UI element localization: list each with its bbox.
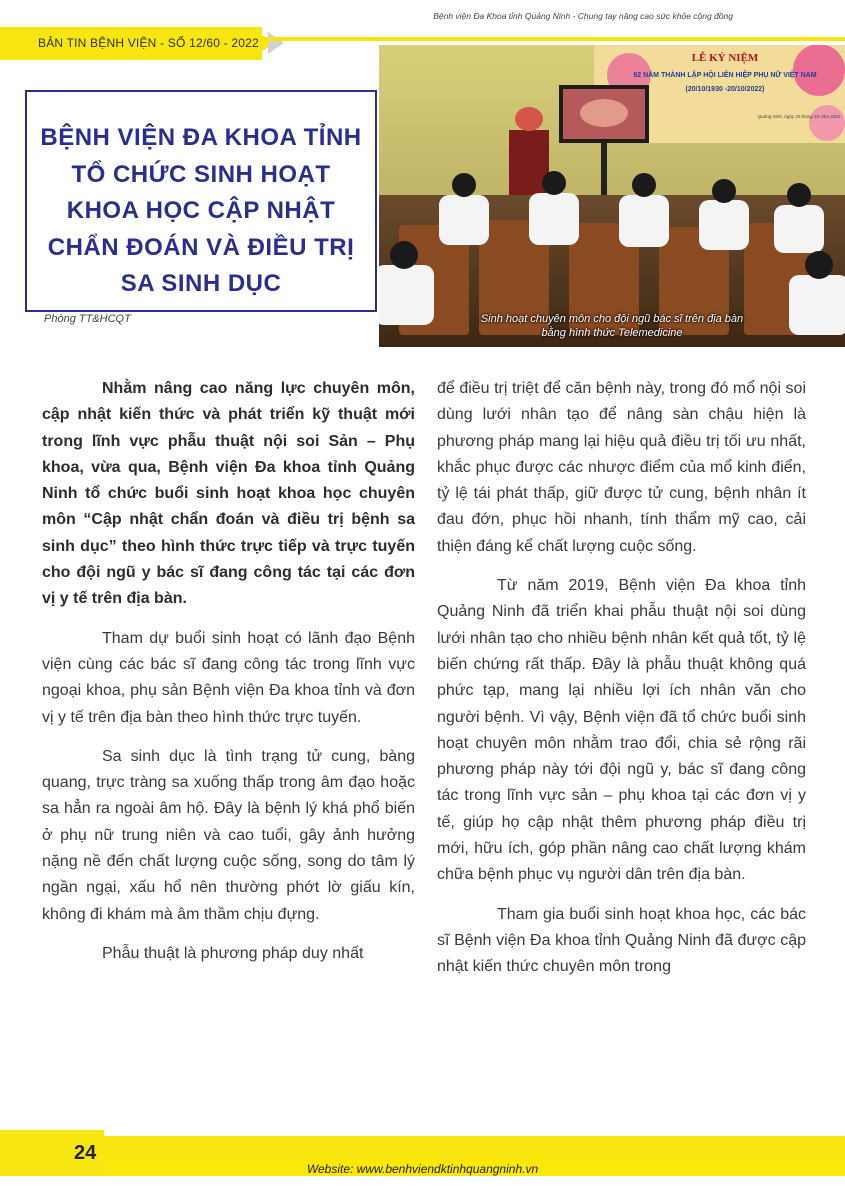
article-title xyxy=(27,120,375,303)
title-line: TỔ CHỨC SINH HOẠT xyxy=(71,160,331,188)
banner-title: LỄ KỶ NIỆM xyxy=(691,52,759,64)
article-author: Phòng TT&HCQT xyxy=(44,313,131,325)
footer-band xyxy=(0,1136,845,1156)
body-paragraph: Sa sinh dục là tình trạng tử cung, bàng quang, trực tràng sa xuống thấp trong âm đạo hoặc sa hẳn ra ngoài âm hộ. Đây là bệnh lý khá phổ biến ở phụ nữ trung niên và cao tuổi, gây ảnh hưởng nặng nề đến chất lượng cuộc sống, song do tâm lý ngần ngại, xấu hổ nên thường phớt lờ giấu kín, không đi khám mà âm thầm chịu đựng. xyxy=(42,747,415,923)
right-column xyxy=(437,376,806,994)
caption-line: bằng hình thức Telemedicine xyxy=(541,327,683,339)
banner-place-date: Quảng Ninh, ngày 20 tháng 10 năm 2022 xyxy=(757,114,841,119)
article-photo xyxy=(379,45,845,347)
left-column xyxy=(42,376,415,980)
banner-subtitle: 92 NĂM THÀNH LẬP HỘI LIÊN HIỆP PHỤ NỮ VIỆT NAM xyxy=(633,72,817,79)
body-paragraph: Tham dự buổi sinh hoạt có lãnh đạo Bệnh viện cùng các bác sĩ đang công tác trong lĩnh vực ngoại khoa, phụ sản Bệnh viện Đa khoa tỉnh và đơn vị y tế trên địa bàn theo hình thức trực tuyến. xyxy=(42,629,415,726)
header-slogan: Bệnh viện Đa Khoa tỉnh Quảng Ninh - Chung tay nâng cao sức khỏe cộng đồng xyxy=(433,11,733,21)
body-paragraph: Tham gia buổi sinh hoạt khoa học, các bác sĩ Bệnh viện Đa khoa tỉnh Quảng Ninh đã được cập nhật kiến thức chuyên môn trong xyxy=(437,905,806,976)
body-paragraph: Từ năm 2019, Bệnh viện Đa khoa tỉnh Quảng Ninh đã triển khai phẫu thuật nội soi dùng lưới nhân tạo cho nhiều bệnh nhân kết quả tốt, tỷ lệ biến chứng rất thấp. Đây là phẫu thuật không quá phức tạp, mang lại nhiều lợi ích nhân văn cho người bệnh. Vì vậy, Bệnh viện đã tổ chức buổi sinh hoạt chuyên môn nhằm trao đổi, chia sẻ rộng rãi phương pháp này tới đội ngũ y, bác sĩ đang công tác trong lĩnh vực sản – phụ khoa tại các đơn vị y tế, giúp họ cập nhật thêm phương pháp điều trị mới, hữu ích, góp phần nâng cao chất lượng khám chữa bệnh phục vụ người dân trên địa bàn. xyxy=(437,577,806,884)
photo-caption xyxy=(379,312,845,340)
title-line: SA SINH DỤC xyxy=(120,270,282,297)
page-number: 24 xyxy=(74,1142,97,1164)
title-line: KHOA HỌC CẬP NHẬT xyxy=(66,197,336,224)
title-line: CHẨN ĐOÁN VÀ ĐIỀU TRỊ xyxy=(47,233,355,261)
issue-label: BẢN TIN BỆNH VIỆN - SỐ 12/60 - 2022 xyxy=(38,36,259,50)
header-chevron-decoration xyxy=(268,32,284,54)
body-paragraph: để điều trị triệt để căn bệnh này, trong đó mổ nội soi dùng lưới nhân tạo để nâng sàn chậu hiện là phương pháp mang lại hiệu quả điều trị tối ưu nhất, khắc phục được các nhược điểm của mổ kinh điển, tỷ lệ tái phát thấp, giữ được tử cung, bệnh nhân ít đau đớn, phục hồi nhanh, tính thẩm mỹ cao, cải thiện đáng kể chất lượng cuộc sống. xyxy=(437,380,806,555)
body-paragraph: Phẫu thuật là phương pháp duy nhất xyxy=(102,944,364,962)
banner-dates: (20/10/1930 -20/10/2022) xyxy=(685,86,765,93)
article-title-box xyxy=(25,90,377,312)
header-rule xyxy=(262,37,845,41)
footer-website[interactable]: Website: www.benhviendktinhquangninh.vn xyxy=(306,1162,539,1176)
lead-paragraph: Nhằm nâng cao năng lực chuyên môn, cập nhật kiến thức và phát triển kỹ thuật mới trong lĩnh vực phẫu thuật nội soi Sản – Phụ khoa, vừa qua, Bệnh viện Đa khoa tỉnh Quảng Ninh tổ chức buổi sinh hoạt khoa học chuyên môn “Cập nhật chẩn đoán và điều trị bệnh sa sinh dục” theo hình thức trực tiếp và trực tuyến cho đội ngũ y bác sĩ đang công tác tại các đơn vị y tế trên địa bàn. xyxy=(42,380,415,608)
title-line: BỆNH VIỆN ĐA KHOA TỈNH xyxy=(40,124,362,151)
caption-line: Sinh hoạt chuyên môn cho đội ngũ bác sĩ trên địa bàn xyxy=(480,313,744,325)
